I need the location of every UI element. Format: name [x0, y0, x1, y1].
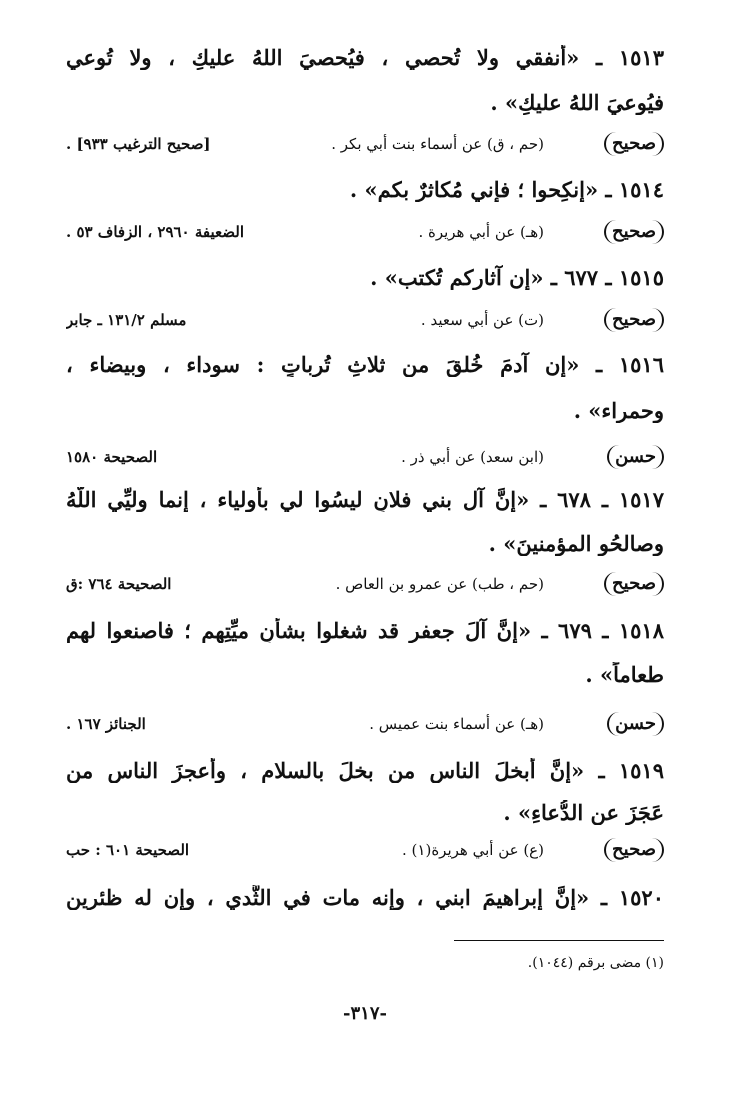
hadith-line: ١٥١٨ ـ ٦٧٩ ـ «إنَّ آلَ جعفر قد شغلوا بشأنِ ميِّتِهم ؛ فاصنعوا لهم — [66, 618, 664, 643]
grade-badge: حسن — [607, 712, 664, 736]
page-number: -٣١٧- — [343, 1003, 387, 1024]
takhrij-row — [66, 572, 664, 600]
grade-badge: حسن — [607, 445, 664, 469]
source-text: (ت) عن أبي سعيد . — [420, 311, 544, 329]
source-text: (ع) عن أبي هريرة(١) . — [402, 841, 544, 859]
takhrij-row — [66, 132, 664, 160]
hadith-line: وحمراء» . — [573, 398, 664, 423]
reference-text: الضعيفة ٢٩٦٠ ، الزفاف ٥٣ . — [66, 223, 244, 241]
source-text: (هـ) عن أسماء بنت عميس . — [369, 715, 544, 733]
takhrij-row — [66, 712, 664, 740]
source-text: (حم ، ق) عن أسماء بنت أبي بكر . — [331, 135, 544, 153]
source-text: (حم ، طب) عن عمرو بن العاص . — [335, 575, 544, 593]
hadith-line: ١٥١٥ ـ ٦٧٧ ـ «إن آثاركم تُكتب» . — [370, 265, 664, 290]
reference-text: الصحيحة ١٥٨٠ — [66, 448, 158, 466]
source-text: (ابن سعد) عن أبي ذر . — [401, 448, 544, 466]
reference-text: مسلم ١٣١/٢ ـ جابر — [66, 311, 187, 329]
hadith-line: طعاماً» . — [585, 662, 664, 687]
hadith-line: وصالحُو المؤمنينَ» . — [488, 531, 664, 556]
hadith-line: ١٥١٦ ـ «إن آدمَ خُلقَ من ثلاثِ تُرباتٍ : سوداء ، وبيضاء ، — [66, 352, 664, 377]
hadith-line: ١٥٢٠ ـ «إنَّ إبراهيمَ ابني ، وإنه مات في الثَّدي ، وإن له ظئرينِ — [66, 885, 664, 910]
hadith-line: فيُوعيَ اللهُ عليكِ» . — [490, 90, 664, 115]
hadith-line: عَجَزَ عنِ الدُّعاءِ» . — [503, 800, 664, 825]
takhrij-row — [66, 445, 664, 473]
reference-text: [صحيح الترغيب ٩٣٣] . — [66, 135, 211, 153]
grade-badge: صحيح — [604, 572, 664, 596]
reference-text: الجنائز ١٦٧ . — [66, 715, 146, 733]
footnote-divider — [454, 940, 664, 941]
hadith-line: ١٥١٤ ـ «إنكِحوا ؛ فإني مُكاثرٌ بكم» . — [349, 177, 664, 202]
hadith-line: ١٥١٩ ـ «إنَّ أبخلَ الناسِ من بخلَ بالسلامِ ، وأعجزَ الناسِ من — [66, 758, 664, 783]
grade-badge: صحيح — [604, 132, 664, 156]
source-text: (هـ) عن أبي هريرة . — [418, 223, 544, 241]
takhrij-row — [66, 220, 664, 248]
grade-badge: صحيح — [604, 308, 664, 332]
takhrij-row — [66, 308, 664, 336]
footnote: (١) مضى برقم (١٠٤٤). — [527, 955, 664, 971]
reference-text: الصحيحة ٧٦٤ :ق — [66, 575, 172, 593]
reference-text: الصحيحة ٦٠١ : حب — [66, 841, 190, 859]
hadith-line: ١٥١٣ ـ «أنفقي ولا تُحصي ، فيُحصيَ اللهُ عليكِ ، ولا تُوعي — [66, 45, 664, 70]
grade-badge: صحيح — [604, 220, 664, 244]
hadith-line: ١٥١٧ ـ ٦٧٨ ـ «إنَّ آل بني فلانٍ ليسُوا لي بأولياء ، إنما وليِّي اللّهُ — [66, 487, 664, 512]
grade-badge: صحيح — [604, 838, 664, 862]
takhrij-row — [66, 838, 664, 866]
